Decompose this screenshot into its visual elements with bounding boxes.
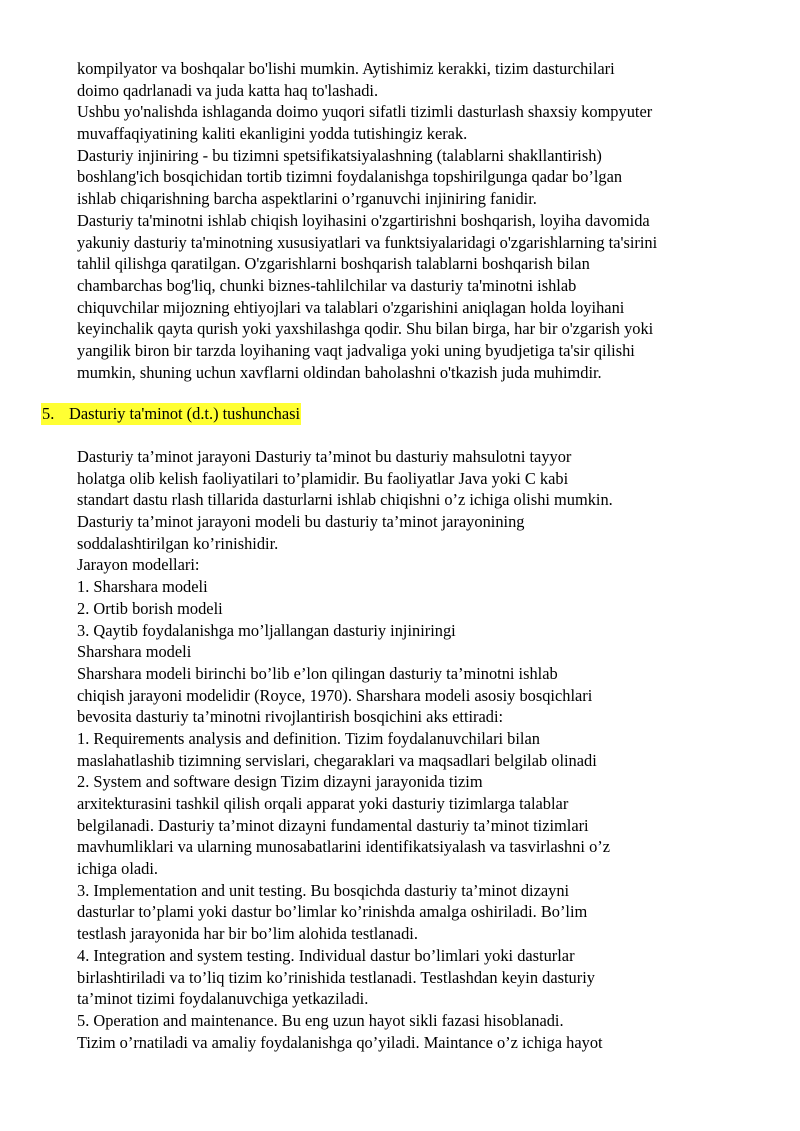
text-line: Dasturiy injiniring - bu tizimni spetsifikatsiyalashning (talablarni shakllantirish): [77, 145, 602, 165]
text-line: chiqish jarayoni modelidir (Royce, 1970). Sharshara modeli asosiy bosqichlari: [77, 685, 593, 705]
text-line: 4. Integration and system testing. Individual dastur bo’limlari yoki dasturlar: [77, 945, 575, 965]
subheading: Sharshara modeli: [77, 642, 192, 662]
text-line: Ushbu yo'nalishda ishlaganda doimo yuqori sifatli tizimli dasturlash shaxsiy kompyuter: [77, 102, 653, 122]
text-line: ishlab chiqarishning barcha aspektlarini o’rganuvchi injiniring fanidir.: [77, 189, 537, 209]
list-item: 3. Qaytib foydalanishga mo’ljallangan dasturiy injiniringi: [77, 620, 456, 640]
text-line: muvaffaqiyatining kaliti ekanligini yodda tutishingiz kerak.: [77, 124, 468, 144]
text-line: boshlang'ich bosqichidan tortib tizimni foydalanishga topshirilgunga qadar bo’lgan: [77, 167, 623, 187]
text-line: mavhumliklari va ularning munosabatlarini identifikatsiyalash va tasvirlashni o’z: [77, 837, 611, 857]
text-line: maslahatlashib tizimning servislari, chegaraklari va maqsadlari belgilab olinadi: [77, 750, 597, 770]
text-line: 3. Implementation and unit testing. Bu bosqichda dasturiy ta’minot dizayni: [77, 880, 570, 900]
text-line: Tizim o’rnatiladi va amaliy foydalanishga qo’yiladi. Maintance o’z ichiga hayot: [77, 1032, 603, 1052]
text-line: Dasturiy ta’minot jarayoni Dasturiy ta’minot bu dasturiy mahsulotni tayyor: [77, 447, 572, 466]
list-item: 2. Ortib borish modeli: [77, 598, 223, 618]
text-line: arxitekturasini tashkil qilish orqali apparat yoki dasturiy tizimlarga talablar: [77, 794, 569, 813]
text-line: 1. Requirements analysis and definition. Tizim foydalanuvchilari bilan: [77, 728, 540, 748]
heading-highlight: [41, 403, 301, 425]
text-line: ichiga oladi.: [77, 859, 159, 879]
text-line: belgilanadi. Dasturiy ta’minot dizayni fundamental dasturiy ta’minot tizimlari: [77, 815, 589, 835]
text-line: testlash jarayonida har bir bo’lim alohida testlanadi.: [77, 924, 418, 944]
section-heading: [41, 403, 301, 425]
text-line: holatga olib kelish faoliyatilari to’plamidir. Bu faoliyatlar Java yoki C kabi: [77, 468, 569, 488]
text-line: birlashtiriladi va to’liq tizim ko’rinishida testlanadi. Testlashdan keyin dasturiy: [77, 967, 595, 987]
text-line: yangilik biron bir tarzda loyihaning vaqt jadvaliga yoki uning byudjetiga ta'sir qilishi: [77, 340, 635, 360]
list-item: 1. Sharshara modeli: [77, 577, 208, 597]
text-line: Jarayon modellari:: [77, 555, 200, 575]
text-line: kompilyator va boshqalar bo'lishi mumkin. Aytishimiz kerakki, tizim dasturchilari: [77, 59, 615, 78]
text-line: bevosita dasturiy ta’minotni rivojlantirish bosqichini aks ettiradi:: [77, 707, 504, 727]
section-body: [77, 446, 613, 1053]
text-line: mumkin, shuning uchun xavflarni oldindan baholashni o'tkazish juda muhimdir.: [77, 362, 602, 382]
text-line: Sharshara modeli birinchi bo’lib e’lon qilingan dasturiy ta’minotni ishlab: [77, 663, 558, 683]
text-line: chiquvchilar mijozning ehtiyojlari va talablari o'zgarishini aniqlagan holda loyihani: [77, 297, 625, 317]
heading-number: 5.: [42, 404, 55, 423]
text-line: chambarchas bog'liq, chunki biznes-tahlilchilar va dasturiy ta'minotni ishlab: [77, 275, 577, 295]
text-line: yakuniy dasturiy ta'minotning xususiyatlari va funktsiyalaridagi o'zgarishlarning ta'sirini: [77, 232, 658, 252]
heading-text: Dasturiy ta'minot (d.t.) tushunchasi: [69, 404, 301, 423]
text-line: keyinchalik qayta qurish yoki yaxshilashga qodir. Shu bilan birga, har bir o'zgarish yoki: [77, 319, 654, 339]
text-line: Dasturiy ta’minot jarayoni modeli bu dasturiy ta’minot jarayonining: [77, 512, 525, 532]
text-line: dasturlar to’plami yoki dastur bo’limlar ko’rinishda amalga oshiriladi. Bo’lim: [77, 902, 588, 922]
text-line: ta’minot tizimi foydalanuvchiga yetkaziladi.: [77, 989, 369, 1009]
text-line: 5. Operation and maintenance. Bu eng uzun hayot sikli fazasi hisoblanadi.: [77, 1010, 564, 1030]
text-line: tahlil qilishga qaratilgan. O'zgarishlarni boshqarish talablarni boshqarish bilan: [77, 254, 590, 274]
text-line: soddalashtirilgan ko’rinishidir.: [77, 533, 279, 553]
text-line: standart dastu rlash tillarida dasturlarni ishlab chiqishni o’z ichiga olishi mumkin.: [77, 490, 613, 510]
intro-paragraphs: [77, 58, 657, 383]
text-line: Dasturiy ta'minotni ishlab chiqish loyihasini o'zgartirishni boshqarish, loyiha davomida: [77, 210, 650, 230]
text-line: 2. System and software design Tizim dizayni jarayonida tizim: [77, 772, 483, 792]
text-line: doimo qadrlanadi va juda katta haq to'lashadi.: [77, 80, 379, 100]
